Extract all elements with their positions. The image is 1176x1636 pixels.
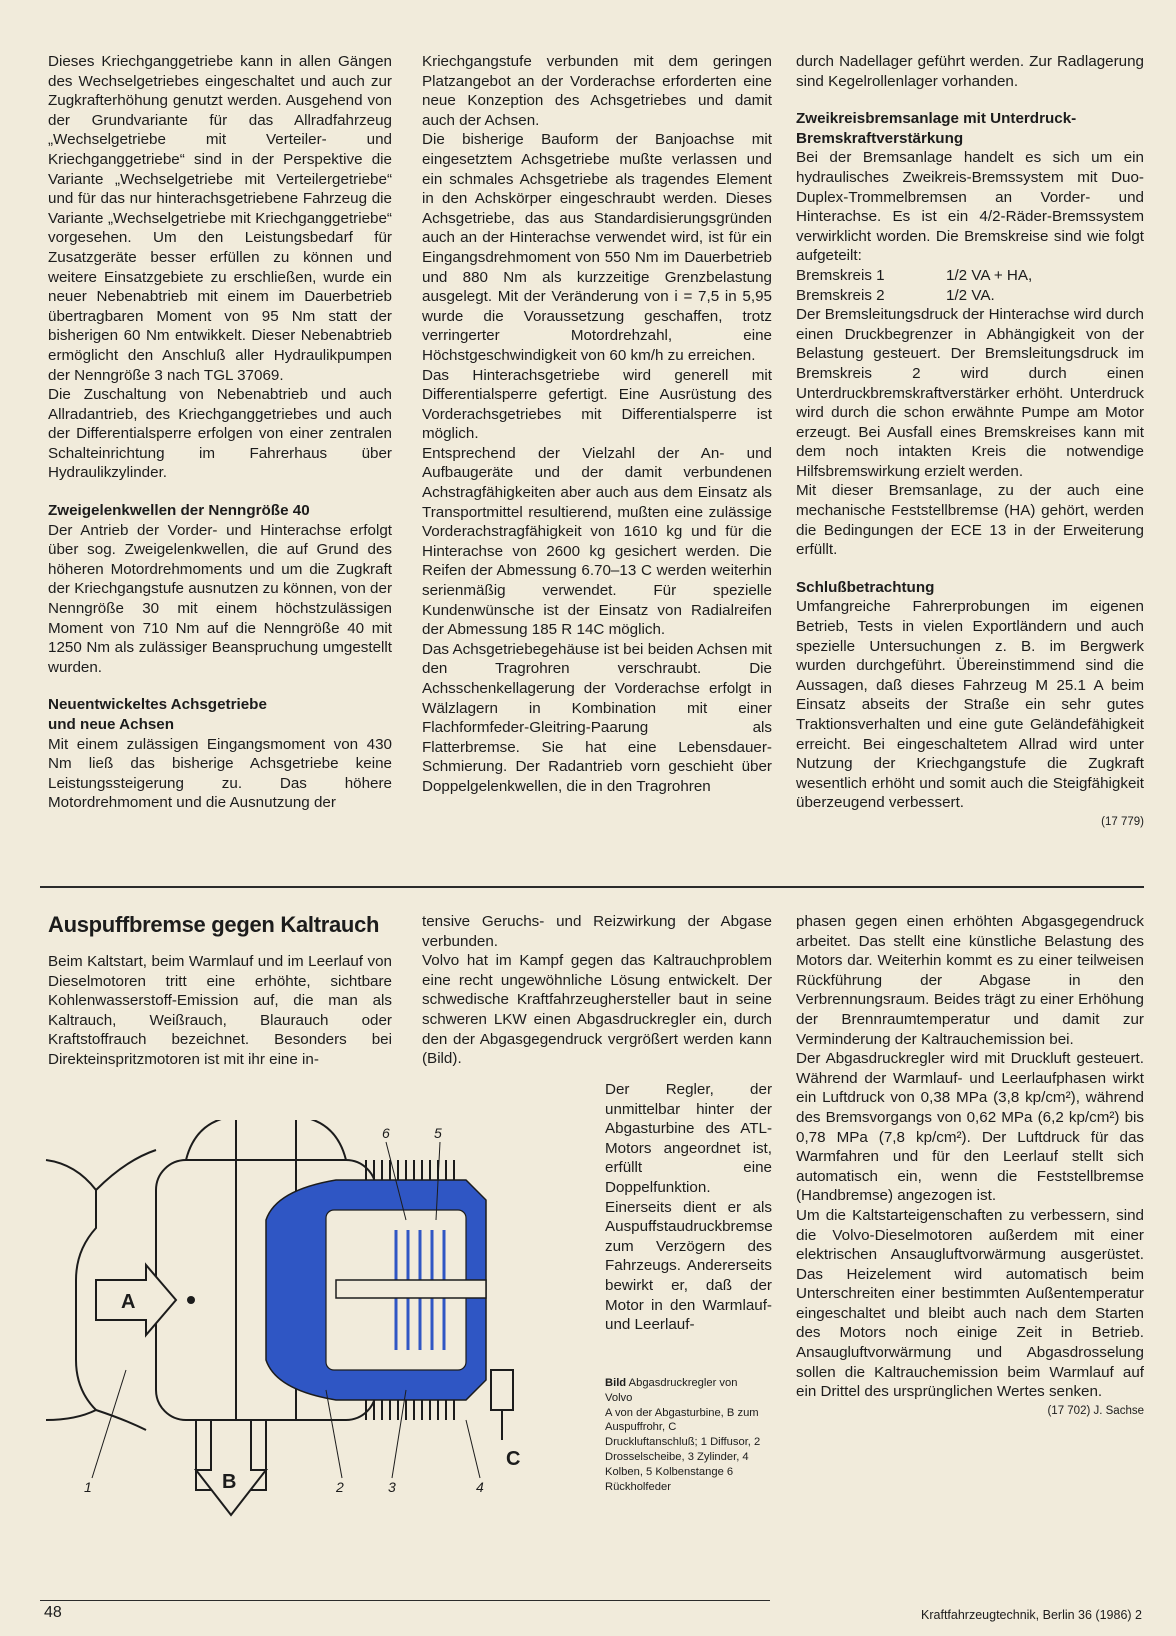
exhaust-pressure-regulator-diagram: [36, 1120, 596, 1530]
paragraph: Der Regler, der unmittelbar hinter der Abgasturbine des ATL-Motors angeordnet ist, erfüllt eine Doppelfunktion. Einerseits dient er als Auspuffstaudruckbremse zum Verzögern des Fahrzeugs. Andererseits bewirkt er, daß der Motor in den Warmlauf- und Leerlauf-: [605, 1081, 773, 1334]
article2-column-1: [48, 912, 392, 1070]
column-3: [796, 52, 1144, 833]
paragraph: Mit einem zulässigen Eingangsmoment von 430 Nm ließ das bisherige Achsgetriebe keine Leistungssteigerung zu. Das höhere Motordrehmoment und die Ausnutzung der: [48, 735, 392, 812]
paragraph: tensive Geruchs- und Reizwirkung der Abgase verbunden.: [422, 913, 772, 950]
paragraph: phasen gegen einen erhöhten Abgasgegendruck arbeitet. Das stellt eine künstliche Belastung des Motors dar. Weiterhin kommt es zu einer teilweisen Rückführung der Abgase in den Verbrennungsraum. Beides trägt zu einer Erhöhung der Brennraumtemperatur und damit zur Verminderung der Kaltrauchemission bei.: [796, 913, 1144, 1048]
label-3: 3: [388, 1479, 396, 1495]
air-connector: [491, 1370, 513, 1440]
section-heading: Bremskraftverstärkung: [796, 129, 964, 147]
paragraph: Dieses Kriechganggetriebe kann in allen Gängen des Wechselgetriebes eingeschaltet und auch zur Zugkrafterhöhung genutzt werden. Ausgehend von der Grundvariante für das Allradfahrzeug „Wechselgetriebe mit Verteiler- und Kriechganggetriebe“ sind in der Perspektive die Variante „Wechselgetriebe mit Verteilergetriebe“ und für das nur hinterachsgetriebene Fahrzeug die Variante „Wechselgetriebe mit Kriechganggetriebe“ vorgesehen. Um den Leistungsbedarf für Zusatzgeräte besser erfüllen zu können und weitere Einsatzgebiete zu erschließen, wurde ein neuer Nebenabtrieb mit einem im Dauerbetrieb übertragbaren Moment von 95 Nm statt der bisherigen 60 Nm entwikkelt. Dieser Nebenabtrieb ermöglicht den Anschluß aller Hydraulikpumpen der Nenngröße 3 nach TGL 37069.: [48, 53, 392, 384]
article2-column-3: [796, 912, 1144, 1421]
label-4: 4: [476, 1479, 484, 1495]
brake-circuit-row: [796, 286, 1144, 306]
caption-label: Bild: [605, 1377, 627, 1389]
paragraph: Entsprechend der Vielzahl der An- und Aufbaugeräte und der damit verbundenen Achstragfähigkeiten aber auch aus dem Einsatz als Transportmittel resultierend, mußten eine zulässige Vorderachstragfähigkeit von 1610 kg und für die Hinterachse von 2600 kg gesichert werden. Die Reifen der Abmessung 6.70–13 C werden weiterhin serienmäßig verwendet. Für spezielle Kundenwünsche ist der Einsatz von Radialreifen der Abmessung 185 R 14C möglich.: [422, 444, 772, 639]
paragraph: Umfangreiche Fahrerprobungen im eigenen Betrieb, Tests in vielen Exportländern und auch spezielle Untersuchungen z. B. im Bergwerk wurden durchgeführt. Übereinstimmend sind die Aussagen, daß dieses Fahrzeug M 25.1 A beim Einsatz abseits der Straße ein sehr gutes Traktionsverhalten und eine gute Geländefähigkeit erreicht. Bei eingeschaltetem Allrad wird unter Nutzung der Kriechgangstufe die Zugkraft wesentlich erhöht und somit auch die Steigfähigkeit überzeugend verbessert.: [796, 598, 1144, 812]
article2-narrow-column: [605, 1080, 772, 1335]
section-divider: [40, 886, 1144, 888]
paragraph: Die Zuschaltung von Nebenabtrieb und auch Allradantrieb, des Kriechganggetriebes und auch der Differentialsperre erfolgen von einer zentralen Schalteinrichtung im Fahrerhaus über Hydraulikzylinder.: [48, 386, 392, 482]
section-heading: Neuentwickeltes Achsgetriebe: [48, 696, 267, 714]
section-heading: Zweigelenkwellen der Nenngröße 40: [48, 502, 310, 520]
paragraph: Volvo hat im Kampf gegen das Kaltrauchproblem eine recht ungewöhnliche Lösung entwickelt. Der schwedische Kraftfahrzeughersteller baut in seine schweren LKW einen Abgasdruckregler ein, durch den der Abgasgegendruck vergrößert werden kann (Bild).: [422, 952, 772, 1068]
paragraph: Das Hinterachsgetriebe wird generell mit Differentialsperre gefertigt. Eine Ausrüstung des Vorderachsgetriebes mit Differentialsperre ist möglich.: [422, 366, 772, 443]
footer-divider: [40, 1600, 770, 1601]
paragraph: Der Bremsleitungsdruck der Hinterachse wird durch einen Druckbegrenzer in Abhängigkeit von der Belastung gesteuert. Der Bremsleitungsdruck im Bremskreis 2 wird durch einen Unterdruckbremskraftverstärker erhöht. Unterdruck wird durch die schon erwähnte Pumpe am Motor erzeugt. Bei Ausfall eines Bremskreises kann mit dem noch intakten Kreis die notwendige Hilfsbremswirkung erzielt werden.: [796, 306, 1144, 480]
inlet-arrow-a: [96, 1265, 195, 1335]
article-title: Auspuffbremse gegen Kaltrauch: [48, 912, 380, 937]
outlet-arrow-b: [196, 1420, 266, 1515]
cooling-fins-top: [366, 1160, 454, 1180]
paragraph: Der Antrieb der Vorder- und Hinterachse erfolgt über sog. Zweigelenkwellen, die auf Grund des höheren Motordrehmoments und um die Zugkraft der Kriechgangstufe ausnutzen zu können, von der Nenngröße 30 mit einem höchstzulässigen Moment von 710 Nm auf die Nenngröße 40 mit 1250 Nm als zulässiger Beanspruchung umgestellt wurden.: [48, 521, 392, 676]
column-2: [422, 52, 772, 797]
paragraph: Bei der Bremsanlage handelt es sich um ein hydraulisches Zweikreis-Bremssystem mit Duo-Duplex-Trommelbremsen an Vorder- und Hinterachse. Es ist ein 4/2-Räder-Bremssystem verwirklicht worden. Die Bremskreise sind wie folgt aufgeteilt:: [796, 149, 1144, 265]
label-1: 1: [84, 1479, 92, 1495]
column-1: [48, 52, 392, 813]
section-heading: Zweikreisbremsanlage mit Unterdruck-: [796, 110, 1077, 128]
brake-circuit-name: Bremskreis 2: [796, 286, 885, 304]
paragraph: Kriechgangstufe verbunden mit dem geringen Platzangebot an der Vorderachse erforderten eine neue Konzeption des Achsgetriebes und damit auch der Achsen.: [422, 53, 772, 129]
journal-source: Kraftfahrzeugtechnik, Berlin 36 (1986) 2: [921, 1608, 1142, 1622]
paragraph: Beim Kaltstart, beim Warmlauf und im Leerlauf von Dieselmotoren tritt eine erhöhte, sichtbare Kohlenwasserstoff-Emission auf, die man als Kaltrauch, Weißrauch, Blaurauch oder Kraftstoffrauch bezeichnet. Besonders bei Direkteinspritzmotoren ist mit ihr eine in-: [48, 953, 392, 1068]
paragraph: Um die Kaltstarteigenschaften zu verbessern, sind die Volvo-Dieselmotoren außerdem mit einer elektrischen Ansaugluftvorwärmung ausgerüstet. Das Heizelement wird automatisch beim Unterschreiten einer bestimmten Außentemperatur eingeschaltet und bleibt auch nach dem Starten des Motors noch einige Zeit in Betrieb. Ansaugluftvorwärmung und Abgasdrosselung sollen die Kaltrauchemission beim Warmlauf auf ein Drittel des ursprünglichen Wertes senken.: [796, 1206, 1144, 1401]
label-a: A: [121, 1291, 136, 1313]
brake-circuit-name: Bremskreis 1: [796, 266, 885, 284]
label-6: 6: [382, 1125, 390, 1141]
brake-circuit-row: [796, 266, 1144, 286]
article2-column-2: [422, 912, 772, 1069]
paragraph: Der Abgasdruckregler wird mit Druckluft gesteuert. Während der Warmlauf- und Leerlaufphasen wirkt ein Luftdruck von 0,38 MPa (3,8 kp/cm²), während des Bremsvorgangs von 0,62 MPa (6,2 kp/cm²) bis 0,78 MPa (7,8 kp/cm²). Der Luftdruck für das Warmfahren und für den Leerlauf stellt sich automatisch ein, wenn die Feststellbremse (Handbremse) angezogen ist.: [796, 1050, 1144, 1205]
label-c: C: [506, 1448, 521, 1470]
label-2: 2: [336, 1479, 344, 1495]
label-5: 5: [434, 1125, 442, 1141]
paragraph: Mit dieser Bremsanlage, zu der auch eine mechanische Feststellbremse (HA) gehört, werden die Bedingungen der ECE 13 in der Erweiterung erfüllt.: [796, 482, 1144, 559]
page-number: 48: [44, 1604, 62, 1621]
label-b: B: [222, 1471, 237, 1493]
reference-number: (17 779): [1101, 815, 1144, 828]
caption-body: A von der Abgasturbine, B zum Auspuffrohr, C Druckluftanschluß; 1 Diffusor, 2 Drosselscheibe, 3 Zylinder, 4 Kolben, 5 Kolbenstange 6 Rückholfeder: [605, 1406, 761, 1493]
cooling-fins-bottom: [366, 1400, 454, 1420]
author-reference: (17 702) J. Sachse: [1047, 1404, 1144, 1417]
caption-heading: Abgasdruckregler von Volvo: [605, 1377, 738, 1404]
figure-caption: [605, 1376, 765, 1494]
brake-circuit-value: 1/2 VA.: [946, 286, 995, 304]
section-heading: Schlußbetrachtung: [796, 578, 935, 596]
piston-rod: [336, 1280, 486, 1298]
paragraph: Das Achsgetriebegehäuse ist bei beiden Achsen mit den Tragrohren verschraubt. Die Achsschenkellagerung der Vorderachse erfolgt in Wälzlagern in Kombination mit einer Flachformfeder-Gleitring-Paarung als Flatterbremse. Sie hat eine Lebensdauer-Schmierung. Der Radantrieb vorn geschieht über Doppelgelenkwellen, die in den Tragrohren: [422, 640, 772, 795]
diffuser-outline: [46, 1160, 96, 1420]
section-heading: und neue Achsen: [48, 716, 175, 733]
paragraph: durch Nadellager geführt werden. Zur Radlagerung sind Kegelrollenlager vorhanden.: [796, 53, 1144, 90]
paragraph: Die bisherige Bauform der Banjoachse mit eingesetztem Achsgetriebe mußte verlassen und ein schmales Achsgetriebe als tragendes Element in den Achskörper eingeschraubt werden. Dieses Achsgetriebe, das aus Standardisierungsgründen auch an der Hinterachse verwendet wird, ist für ein Eingangsdrehmoment von 550 Nm im Dauerbetrieb und 880 Nm als kurzzeitige Grenzbelastung ausgelegt. Mit der Veränderung von i = 7,5 in 5,95 wurde die Voraussetzung geschaffen, trotz verringerter Motordrehzahl, eine Höchstgeschwindigkeit von 60 km/h zu erreichen.: [422, 131, 772, 364]
brake-circuit-value: 1/2 VA + HA,: [946, 266, 1033, 284]
